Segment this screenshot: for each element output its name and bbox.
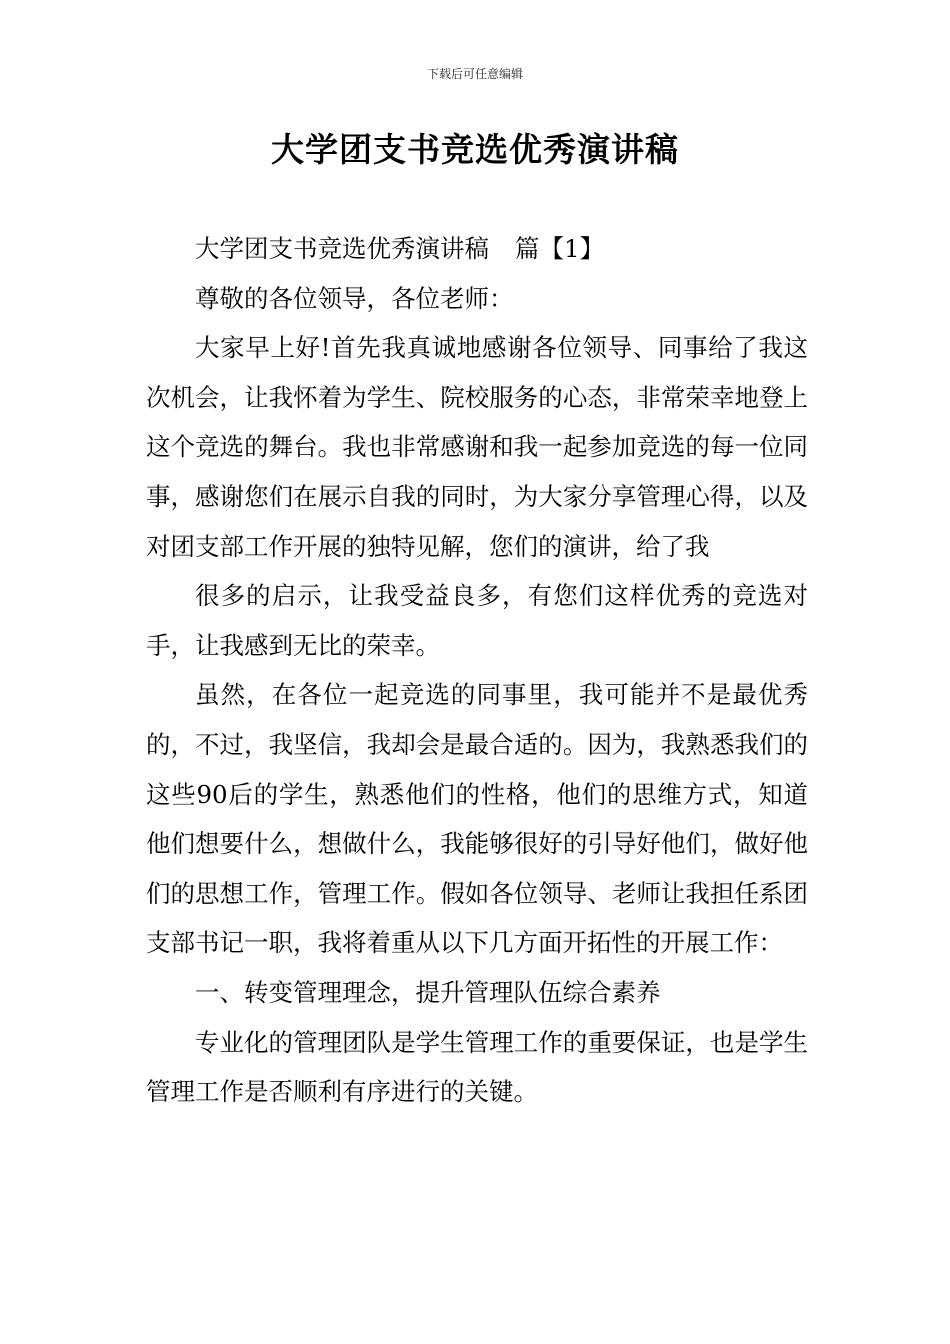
section-heading-title: 大学团支书竞选优秀演讲稿 (195, 234, 489, 263)
subheading-paragraph: 一、转变管理理念，提升管理队伍综合素养 (195, 977, 661, 1007)
body-paragraph: 大家早上好!首先我真诚地感谢各位领导、同事给了我这次机会，让我怀着为学生、院校服务的心态，非常荣幸地登上这个竞选的舞台。我也非常感谢和我一起参加竞选的每一位同事，感谢您们在展示自我的同时，为大家分享管理心得，以及对团支部工作开展的独特见解，您们的演讲，给了我 (146, 333, 808, 561)
body-paragraph: 很多的启示，让我受益良多，有您们这样优秀的竞选对手，让我感到无比的荣幸。 (146, 581, 808, 660)
header-note: 下载后可任意编辑 (426, 67, 523, 81)
document-body (146, 224, 808, 1117)
document-title: 大学团支书竞选优秀演讲稿 (271, 130, 679, 169)
body-paragraph: 专业化的管理团队是学生管理工作的重要保证，也是学生管理工作是否顺利有序进行的关键。 (146, 1027, 808, 1107)
section-heading (146, 224, 808, 274)
salutation-paragraph: 尊敬的各位领导，各位老师： (195, 283, 514, 313)
body-paragraph: 虽然，在各位一起竞选的同事里，我可能并不是最优秀的，不过，我坚信，我却会是最合适的。因为，我熟悉我们的这些90后的学生，熟悉他们的性格，他们的思维方式，知道他们想要什么，想做什么，我能够很好的引导好他们，做好他们的思想工作，管理工作。假如各位领导、老师让我担任系团支部书记一职，我将着重从以下几方面开拓性的开展工作： (146, 680, 808, 958)
section-heading-part: 篇【1】 (515, 234, 605, 263)
